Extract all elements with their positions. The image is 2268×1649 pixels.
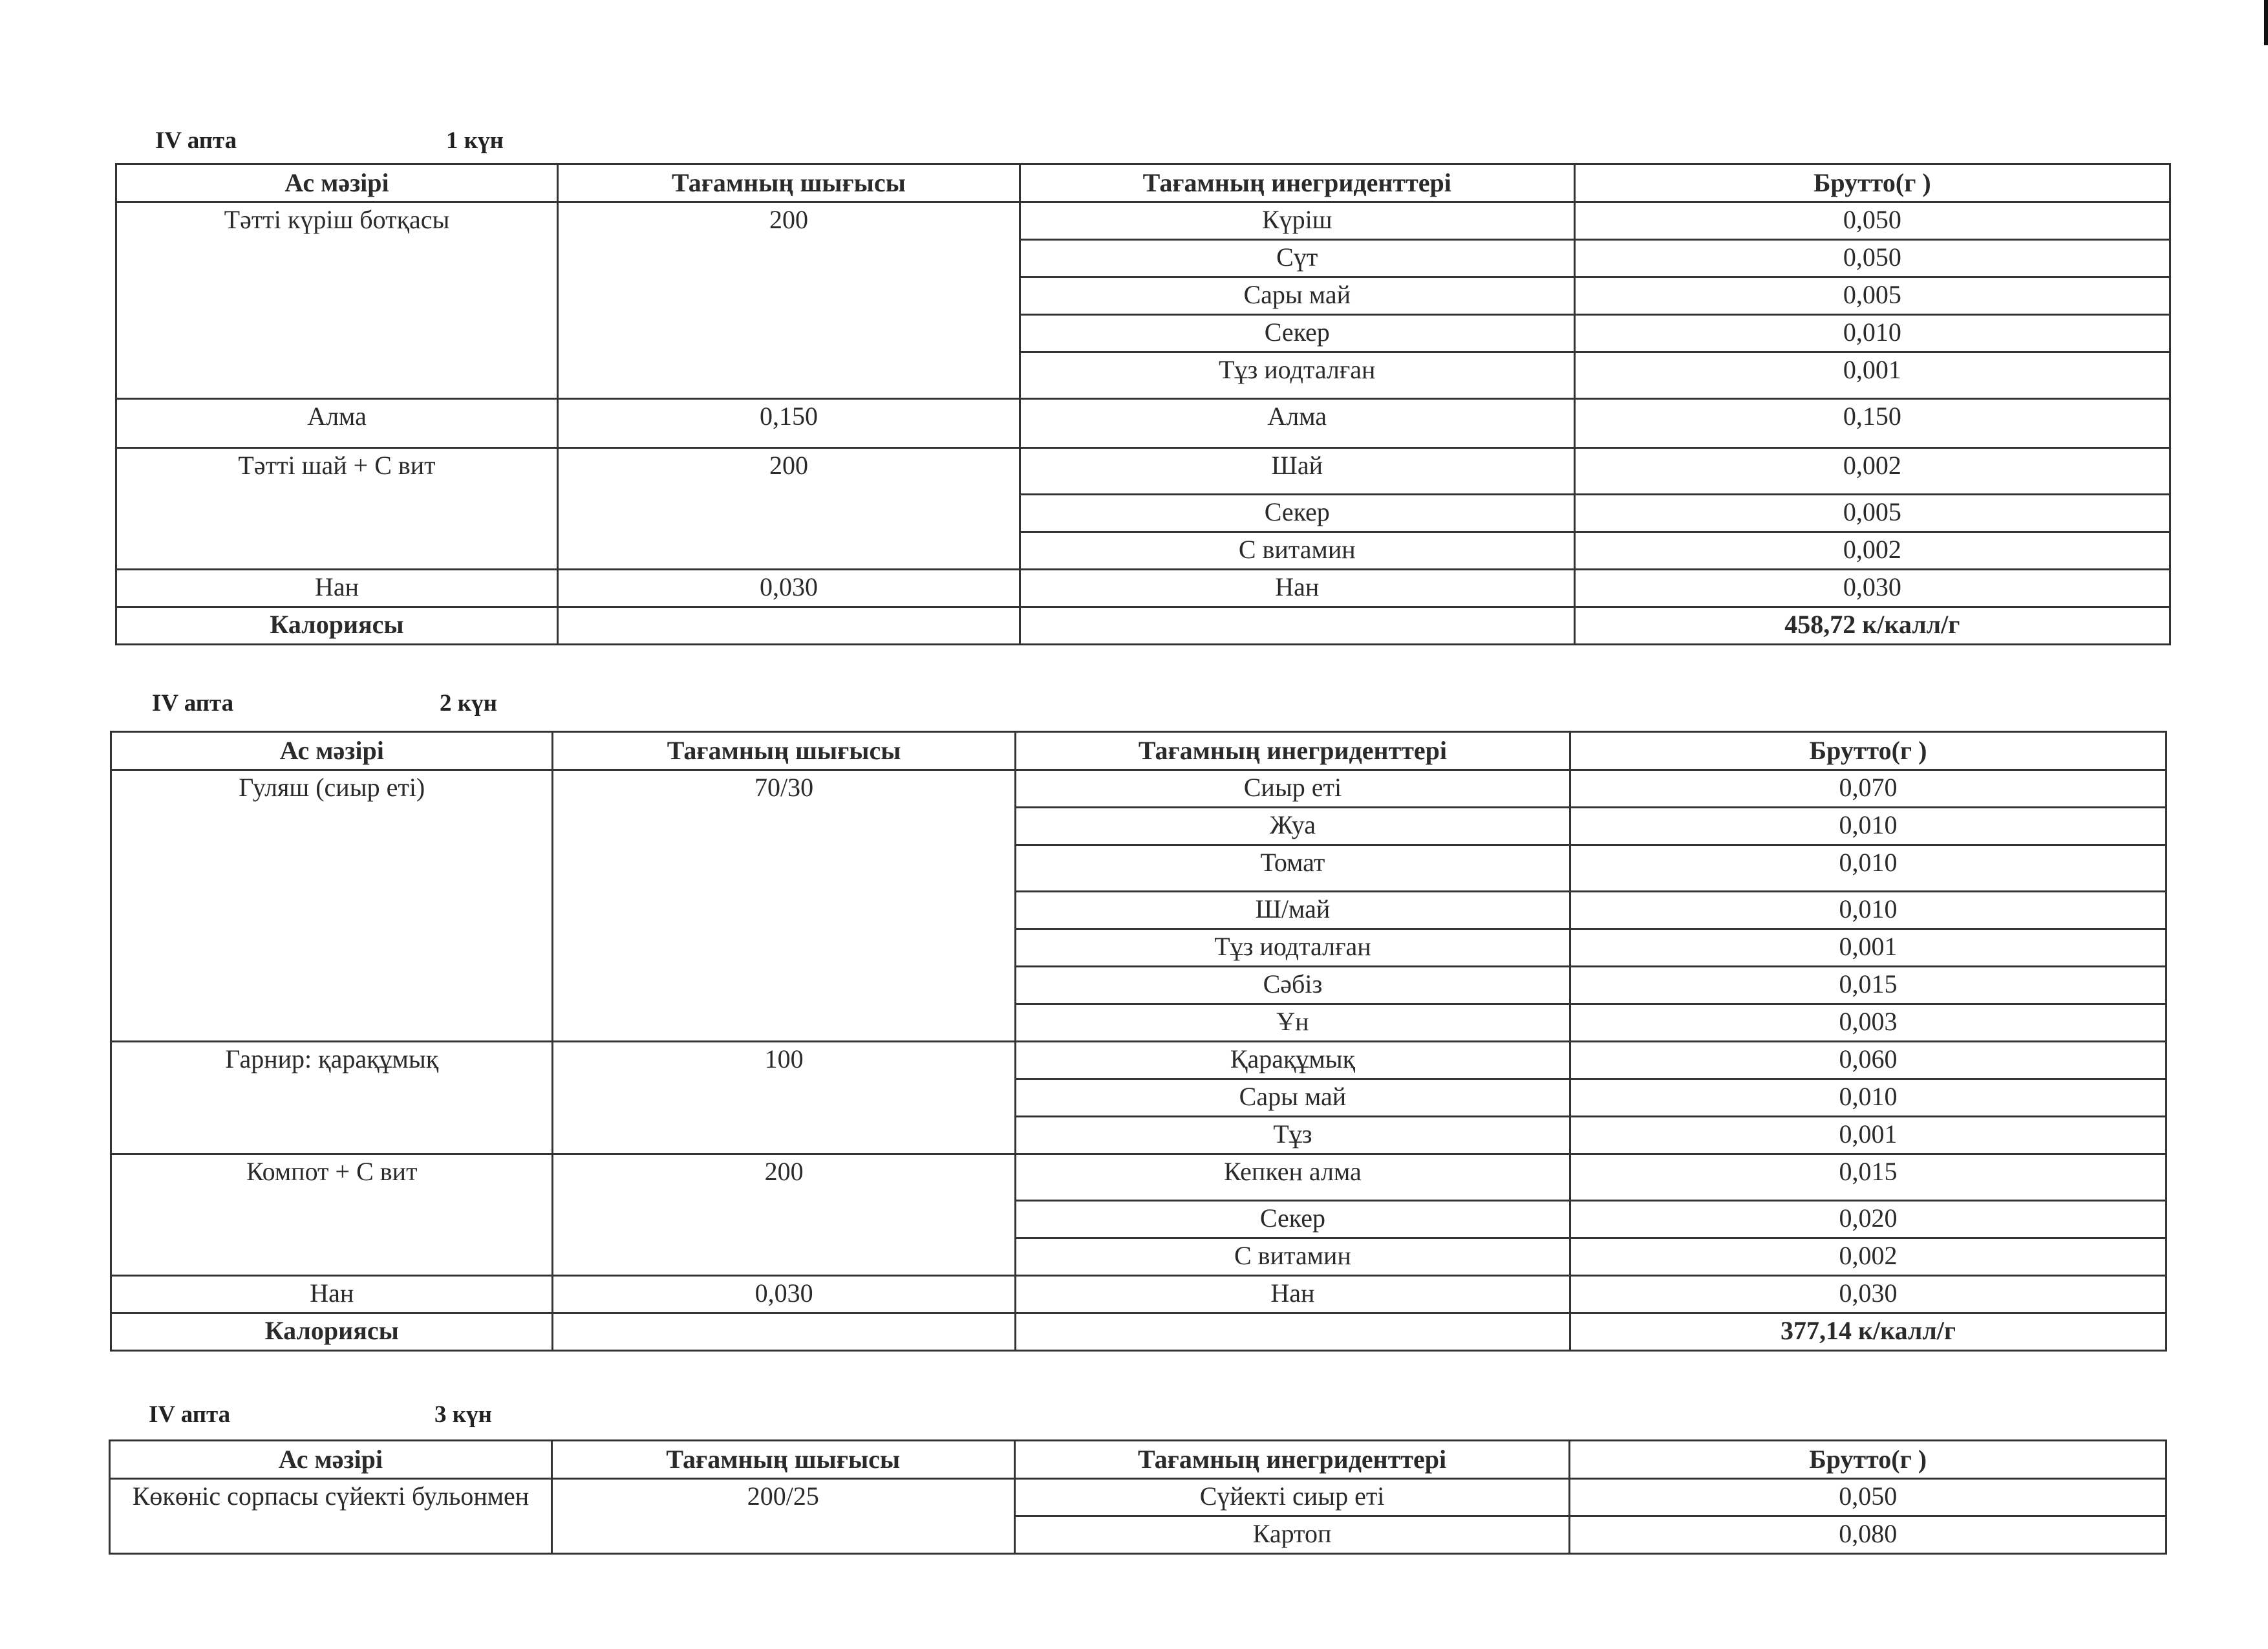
dish-output: 0,030 bbox=[553, 1276, 1015, 1313]
dish-name: Тәтті шай + С вит bbox=[116, 448, 558, 570]
table-row bbox=[116, 202, 2170, 240]
ingredient-gross: 0,080 bbox=[1570, 1516, 2166, 1554]
ingredient-gross: 0,001 bbox=[1570, 929, 2166, 967]
ingredient-name: Сүйекті сиыр еті bbox=[1014, 1479, 1570, 1516]
ingredient-gross: 0,015 bbox=[1570, 1154, 2166, 1201]
table-row bbox=[116, 570, 2170, 607]
ingredient-name: С витамин bbox=[1020, 532, 1574, 570]
ingredient-gross: 0,150 bbox=[1574, 399, 2170, 448]
dish-name: Алма bbox=[116, 399, 558, 448]
ingredient-name: Сары май bbox=[1015, 1079, 1570, 1117]
ingredient-gross: 0,060 bbox=[1570, 1042, 2166, 1079]
ingredient-gross: 0,030 bbox=[1574, 570, 2170, 607]
ingredient-gross: 0,010 bbox=[1570, 1079, 2166, 1117]
header-ingredients: Тағамның инегриденттері bbox=[1015, 732, 1570, 770]
calorie-row bbox=[111, 1313, 2166, 1351]
ingredient-gross: 0,010 bbox=[1570, 808, 2166, 845]
ingredient-name: Күріш bbox=[1020, 202, 1574, 240]
ingredient-gross: 0,050 bbox=[1570, 1479, 2166, 1516]
ingredient-name: Шай bbox=[1020, 448, 1574, 495]
day2-menu-table bbox=[110, 731, 2167, 1352]
ingredient-gross: 0,005 bbox=[1574, 495, 2170, 532]
ingredient-gross: 0,005 bbox=[1574, 277, 2170, 315]
ingredient-name: Тұз иодталған bbox=[1015, 929, 1570, 967]
week-text: IV апта bbox=[152, 690, 234, 717]
header-gross: Брутто(г ) bbox=[1574, 164, 2170, 202]
ingredient-gross: 0,002 bbox=[1570, 1238, 2166, 1276]
ingredient-gross: 0,003 bbox=[1570, 1004, 2166, 1042]
empty-cell bbox=[558, 607, 1020, 645]
ingredient-gross: 0,015 bbox=[1570, 967, 2166, 1004]
table-row bbox=[116, 448, 2170, 495]
header-row bbox=[116, 164, 2170, 202]
empty-cell bbox=[553, 1313, 1015, 1351]
day-text: 3 күн bbox=[434, 1401, 492, 1428]
table-row bbox=[111, 1042, 2166, 1079]
dish-output: 100 bbox=[553, 1042, 1015, 1154]
ingredient-gross: 0,001 bbox=[1574, 352, 2170, 399]
header-dish: Ас мәзірі bbox=[110, 1441, 552, 1479]
ingredient-name: Тұз bbox=[1015, 1117, 1570, 1154]
dish-output: 0,030 bbox=[558, 570, 1020, 607]
ingredient-gross: 0,050 bbox=[1574, 202, 2170, 240]
dish-output: 200 bbox=[558, 448, 1020, 570]
day3-week-label bbox=[149, 1401, 230, 1428]
ingredient-gross: 0,070 bbox=[1570, 770, 2166, 808]
ingredient-name: Сүт bbox=[1020, 240, 1574, 277]
ingredient-name: Сәбіз bbox=[1015, 967, 1570, 1004]
header-output: Тағамның шығысы bbox=[553, 732, 1015, 770]
dish-output: 0,150 bbox=[558, 399, 1020, 448]
day3-menu-table bbox=[109, 1439, 2167, 1555]
ingredient-name: Алма bbox=[1020, 399, 1574, 448]
ingredient-name: Сиыр еті bbox=[1015, 770, 1570, 808]
dish-output: 200 bbox=[558, 202, 1020, 399]
ingredient-gross: 0,020 bbox=[1570, 1201, 2166, 1238]
dish-name: Нан bbox=[111, 1276, 553, 1313]
ingredient-name: Секер bbox=[1015, 1201, 1570, 1238]
ingredient-gross: 0,030 bbox=[1570, 1276, 2166, 1313]
header-output: Тағамның шығысы bbox=[551, 1441, 1014, 1479]
header-row bbox=[111, 732, 2166, 770]
header-ingredients: Тағамның инегриденттері bbox=[1014, 1441, 1570, 1479]
calorie-value: 377,14 к/калл/г bbox=[1570, 1313, 2166, 1351]
ingredient-name: Жуа bbox=[1015, 808, 1570, 845]
dish-output: 200/25 bbox=[551, 1479, 1014, 1554]
table-row bbox=[111, 1154, 2166, 1201]
header-row bbox=[110, 1441, 2166, 1479]
day1-menu-table bbox=[115, 163, 2171, 645]
calorie-row bbox=[116, 607, 2170, 645]
header-dish: Ас мәзірі bbox=[116, 164, 558, 202]
table-row bbox=[111, 770, 2166, 808]
dish-output: 70/30 bbox=[553, 770, 1015, 1042]
ingredient-name: Нан bbox=[1020, 570, 1574, 607]
ingredient-gross: 0,001 bbox=[1570, 1117, 2166, 1154]
ingredient-name: Картоп bbox=[1014, 1516, 1570, 1554]
day2-day-label bbox=[440, 689, 497, 717]
ingredient-gross: 0,010 bbox=[1570, 845, 2166, 892]
ingredient-gross: 0,010 bbox=[1570, 892, 2166, 929]
dish-name: Компот + С вит bbox=[111, 1154, 553, 1276]
ingredient-gross: 0,002 bbox=[1574, 448, 2170, 495]
table-row bbox=[110, 1479, 2166, 1516]
ingredient-name: Секер bbox=[1020, 495, 1574, 532]
ingredient-name: С витамин bbox=[1015, 1238, 1570, 1276]
empty-cell bbox=[1020, 607, 1574, 645]
calorie-value: 458,72 к/калл/г bbox=[1574, 607, 2170, 645]
week-text: IV апта bbox=[155, 127, 237, 154]
ingredient-name: Сары май bbox=[1020, 277, 1574, 315]
header-ingredients: Тағамның инегриденттері bbox=[1020, 164, 1574, 202]
dish-name: Нан bbox=[116, 570, 558, 607]
day1-week-label bbox=[155, 127, 237, 155]
header-gross: Брутто(г ) bbox=[1570, 1441, 2166, 1479]
dish-output: 200 bbox=[553, 1154, 1015, 1276]
dish-name: Гуляш (сиыр еті) bbox=[111, 770, 553, 1042]
day1-day-label bbox=[446, 127, 504, 155]
ingredient-gross: 0,050 bbox=[1574, 240, 2170, 277]
day-text: 2 күн bbox=[440, 690, 497, 717]
day2-week-label bbox=[152, 689, 233, 717]
calorie-label: Калориясы bbox=[111, 1313, 553, 1351]
ingredient-name: Тұз иодталған bbox=[1020, 352, 1574, 399]
ingredient-gross: 0,010 bbox=[1574, 315, 2170, 352]
header-gross: Брутто(г ) bbox=[1570, 732, 2166, 770]
day3-day-label bbox=[434, 1401, 492, 1428]
ingredient-name: Кепкен алма bbox=[1015, 1154, 1570, 1201]
day-text: 1 күн bbox=[446, 127, 504, 154]
dish-name: Гарнир: қарақұмық bbox=[111, 1042, 553, 1154]
empty-cell bbox=[1015, 1313, 1570, 1351]
calorie-label: Калориясы bbox=[116, 607, 558, 645]
ingredient-gross: 0,002 bbox=[1574, 532, 2170, 570]
ingredient-name: Секер bbox=[1020, 315, 1574, 352]
ingredient-name: Ш/май bbox=[1015, 892, 1570, 929]
ingredient-name: Томат bbox=[1015, 845, 1570, 892]
dish-name: Тәтті күріш ботқасы bbox=[116, 202, 558, 399]
header-output: Тағамның шығысы bbox=[558, 164, 1020, 202]
ingredient-name: Қарақұмық bbox=[1015, 1042, 1570, 1079]
ingredient-name: Ұн bbox=[1015, 1004, 1570, 1042]
week-text: IV апта bbox=[149, 1401, 231, 1428]
scan-edge-mark bbox=[2264, 0, 2268, 45]
table-row bbox=[111, 1276, 2166, 1313]
table-row bbox=[116, 399, 2170, 448]
dish-name: Көкөніс сорпасы сүйекті бульонмен bbox=[110, 1479, 552, 1554]
header-dish: Ас мәзірі bbox=[111, 732, 553, 770]
ingredient-name: Нан bbox=[1015, 1276, 1570, 1313]
